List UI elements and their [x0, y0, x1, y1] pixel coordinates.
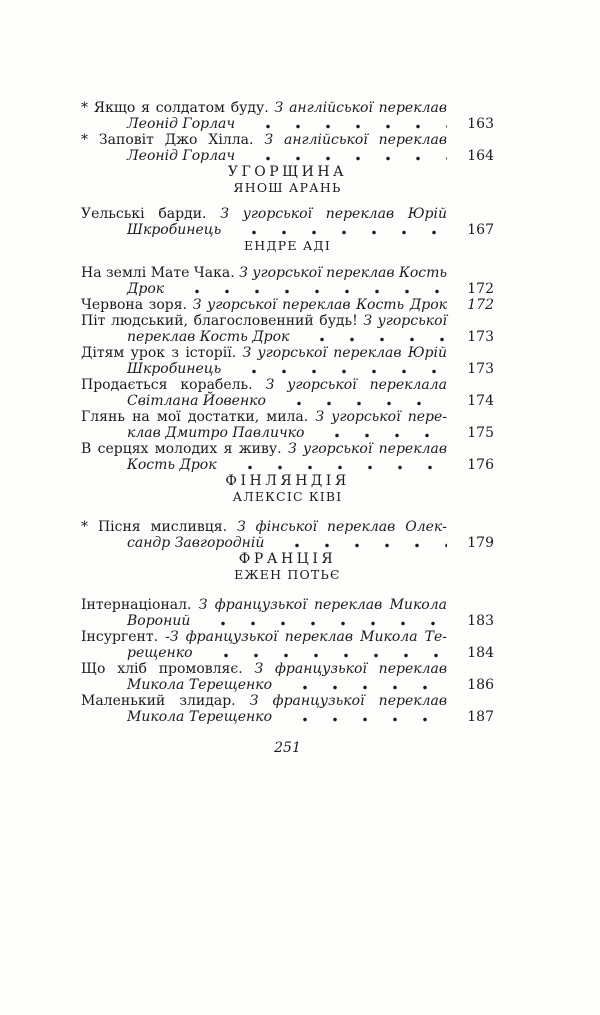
toc-entry: [81, 441, 494, 473]
section-heading-hungary: УГОРЩИНА: [227, 164, 348, 180]
toc-entry: [81, 629, 494, 661]
entry-line-1: [81, 345, 447, 361]
poem-title: Інтернаціонал.: [81, 597, 199, 613]
toc-entry: [81, 597, 494, 629]
toc-entry: [81, 409, 494, 441]
page-number: 163: [467, 116, 494, 132]
poem-title: Маленький злидар.: [81, 693, 250, 709]
leader-dots: [200, 613, 447, 629]
translator-credit: З угорської пере-: [315, 409, 448, 425]
translator-name: Кость Дрок: [127, 457, 217, 473]
toc-entry-text: [81, 629, 447, 661]
footnote-asterisk: *: [81, 519, 88, 535]
toc-entry-text: [81, 409, 447, 441]
page-number: 176: [467, 457, 494, 473]
toc-entry-text: [81, 132, 447, 164]
translator-credit: З французької переклав: [254, 661, 448, 677]
translator-credit: З угорської: [363, 313, 447, 329]
entry-line-1: [81, 206, 447, 222]
toc-entry: [81, 313, 494, 345]
poem-title: Червона зоря.: [81, 297, 193, 313]
translator-credit: -З французької переклав Микола Те-: [165, 629, 447, 645]
entry-line-2: [81, 535, 447, 551]
poem-title: Що хліб промовляє.: [81, 661, 255, 677]
footnote-asterisk: *: [81, 132, 88, 148]
toc-entry: [81, 206, 494, 238]
translator-credit: З англійської переклав: [264, 132, 447, 148]
toc-entry-text: [81, 265, 447, 297]
entry-line-2: [81, 709, 447, 725]
author-heading-aran: ЯНОШ АРАНЬ: [233, 180, 342, 195]
translator-name: Дрок: [127, 281, 165, 297]
folio-page-number: [81, 740, 494, 756]
translator-credit: З угорської переклав Юрій: [220, 206, 448, 222]
poem-title: Продається корабель.: [81, 377, 266, 393]
translator-name: Леонід Горлач: [127, 116, 236, 132]
entry-line-1: [81, 693, 447, 709]
leader-dots: [274, 535, 447, 551]
entry-line-2: [81, 361, 447, 377]
toc-entry-text: [81, 297, 447, 313]
table-of-contents: [81, 0, 494, 756]
page-number: 179: [467, 535, 494, 551]
leader-dots: [231, 361, 447, 377]
translator-name: рещенко: [127, 645, 193, 661]
page-number: 183: [467, 613, 494, 629]
translator-name: сандр Завгородній: [127, 535, 265, 551]
entry-line-1: [81, 265, 447, 281]
translator-credit: З французької переклав Микола: [198, 597, 447, 613]
translator-name: переклав Кость Дрок: [127, 329, 290, 345]
poem-title: Інсургент.: [81, 629, 166, 645]
poem-title: На землі Мате Чака.: [81, 265, 240, 281]
toc-entry-text: [81, 661, 447, 693]
entry-line-1: [81, 313, 447, 329]
leader-dots: [299, 329, 447, 345]
page-number: 172: [467, 297, 494, 313]
page-number: 164: [467, 148, 494, 164]
poem-title: Глянь на мої достатки, мила.: [81, 409, 316, 425]
entry-line-2: [81, 677, 447, 693]
poem-title: Дітям урок з історії.: [81, 345, 243, 361]
toc-entry-text: [81, 519, 447, 551]
translator-name: клав Дмитро Павличко: [127, 425, 305, 441]
entry-line-2: [81, 425, 447, 441]
entry-line-1: [81, 132, 447, 148]
footnote-asterisk: *: [81, 100, 88, 116]
entry-line-2: [81, 329, 447, 345]
toc-entry-text: [81, 377, 447, 409]
translator-name: Шкробинець: [127, 222, 222, 238]
poem-title: Пісня мисливця.: [88, 519, 237, 535]
entry-line-2: [81, 613, 447, 629]
page-number: 174: [467, 393, 494, 409]
entry-line-2: [81, 281, 447, 297]
page-number: 187: [467, 709, 494, 725]
leader-dots: [227, 457, 447, 473]
author-heading-kivi: АЛЕКСІС КІВІ: [232, 489, 343, 504]
page-number: 175: [467, 425, 494, 441]
poem-title: Заповіт Джо Хілла.: [88, 132, 265, 148]
translator-name: Світлана Йовенко: [127, 393, 266, 409]
toc-entry-text: [81, 597, 447, 629]
leader-dots: [282, 709, 447, 725]
leader-dots: [231, 222, 447, 238]
translator-name: Микола Терещенко: [127, 677, 273, 693]
page-number: 173: [467, 361, 494, 377]
leader-dots: [174, 281, 447, 297]
leader-dots: [245, 116, 447, 132]
leader-dots: [282, 677, 447, 693]
author-heading-adi: ЕНДРЕ АДІ: [243, 238, 332, 253]
poem-title: Якщо я солдатом буду.: [88, 100, 275, 116]
poem-title: Уельські барди.: [81, 206, 221, 222]
translator-credit: З угорської переклав Кость: [239, 265, 448, 281]
toc-entry-text: [81, 693, 447, 725]
page-number: 184: [467, 645, 494, 661]
entry-line-2: [81, 393, 447, 409]
section-heading-finland: ФІНЛЯНДІЯ: [225, 473, 350, 489]
toc-entry: [81, 265, 494, 297]
entry-line-1: [81, 597, 447, 613]
toc-entry-text: [81, 345, 447, 377]
translator-credit: З англійської переклав: [274, 100, 447, 116]
translator-name: Микола Терещенко: [127, 709, 273, 725]
toc-entry: [81, 693, 494, 725]
entry-line-1: [81, 297, 447, 313]
toc-entry: [81, 132, 494, 164]
translator-credit: З угорської переклав Кость Дрок: [192, 297, 448, 313]
entry-line-1: [81, 409, 447, 425]
entry-line-1: [81, 377, 447, 393]
toc-entry-text: [81, 100, 447, 132]
author-heading-potier: ЕЖЕН ПОТЬЄ: [234, 567, 341, 582]
page-number: 186: [467, 677, 494, 693]
translator-credit: З угорської переклав: [287, 441, 447, 457]
entry-line-2: [81, 148, 447, 164]
poem-title: В серцях молодих я живу.: [81, 441, 288, 457]
entry-line-2: [81, 116, 447, 132]
leader-dots: [245, 148, 447, 164]
poem-title: Піт людський, благословенний будь!: [81, 313, 364, 329]
translator-name: Шкробинець: [127, 361, 222, 377]
toc-entry-text: [81, 313, 447, 345]
entry-line-2: [81, 222, 447, 238]
leader-dots: [314, 425, 447, 441]
translator-credit: З угорської переклав Юрій: [242, 345, 447, 361]
toc-entry: [81, 100, 494, 132]
translator-name: Вороний: [127, 613, 191, 629]
toc-entry: [81, 297, 494, 313]
entry-line-1: [81, 629, 447, 645]
page-number: 167: [467, 222, 494, 238]
toc-entry: [81, 377, 494, 409]
translator-name: Леонід Горлач: [127, 148, 236, 164]
entry-line-1: [81, 100, 447, 116]
entry-line-1: [81, 661, 447, 677]
toc-entry: [81, 519, 494, 551]
toc-entry-text: [81, 441, 447, 473]
entry-line-1: [81, 441, 447, 457]
translator-credit: З фінської переклав Олек-: [236, 519, 448, 535]
translator-credit: З угорської переклала: [265, 377, 448, 393]
translator-credit: З французької переклав: [249, 693, 447, 709]
toc-entry: [81, 345, 494, 377]
page-number: 172: [467, 281, 494, 297]
leader-dots: [203, 645, 447, 661]
folio-value: 251: [274, 740, 301, 756]
page-number: 173: [467, 329, 494, 345]
leader-dots: [276, 393, 447, 409]
entry-line-2: [81, 645, 447, 661]
entry-line-2: [81, 457, 447, 473]
section-heading-france: ФРАНЦІЯ: [238, 551, 337, 567]
toc-entry: [81, 661, 494, 693]
toc-entry-text: [81, 206, 447, 238]
entry-line-1: [81, 519, 447, 535]
